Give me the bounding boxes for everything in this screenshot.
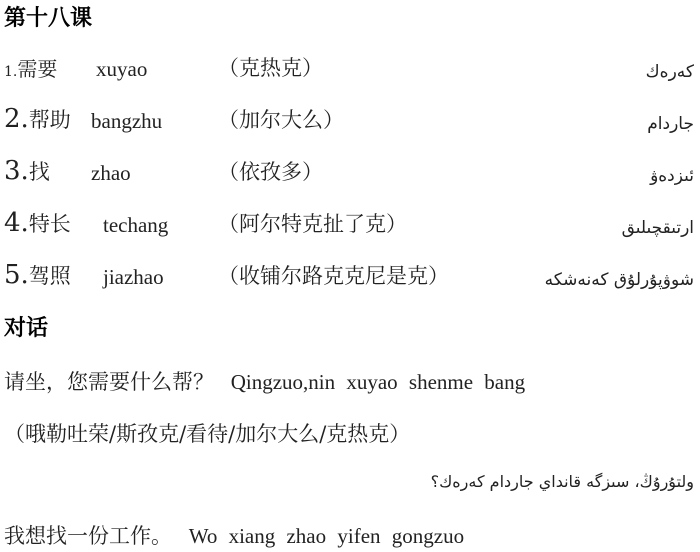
dialogue-line-4-pinyin: Wo xiang zhao yifen gongzuo	[188, 524, 465, 548]
vocab-pinyin: bangzhu	[91, 109, 163, 133]
vocab-transliteration: （加尔大么）	[218, 108, 344, 132]
dialogue-title: 对话	[4, 316, 49, 341]
vocab-number: 4.	[4, 208, 29, 238]
vocab-transliteration: （依孜多）	[218, 160, 323, 184]
vocab-number-word	[4, 156, 50, 186]
vocab-pinyin: xuyao	[96, 57, 148, 81]
dialogue-line-1-chinese: 请坐，您需要什么帮？	[4, 370, 214, 394]
vocab-word: 帮助	[28, 108, 71, 132]
vocab-row-3	[0, 152, 700, 192]
vocab-row-2	[0, 100, 700, 140]
vocab-uyghur: جاردام	[647, 114, 694, 134]
vocab-number-word	[4, 260, 71, 290]
vocab-number: 2.	[4, 104, 29, 134]
vocab-word: 找	[28, 160, 50, 184]
dialogue-line-1	[4, 366, 525, 396]
vocab-number-word	[4, 104, 71, 134]
dialogue-line-4	[4, 520, 464, 550]
vocab-uyghur: شوۋپۇرلۇق كەنەشكە	[544, 270, 694, 290]
vocab-transliteration: （收铺尔路克克尼是克）	[218, 264, 449, 288]
vocab-number: 5.	[4, 260, 29, 290]
vocab-row-4	[0, 204, 700, 244]
vocab-uyghur: كەرەك	[645, 62, 694, 82]
dialogue-line-4-chinese: 我想找一份工作。	[4, 524, 172, 548]
vocab-row-1	[0, 48, 700, 88]
vocab-word: 需要	[17, 57, 58, 81]
vocab-number-word	[4, 53, 57, 82]
vocab-uyghur: ارتىقچىلىق	[621, 218, 694, 238]
vocab-transliteration: （阿尔特克扯了克）	[218, 212, 407, 236]
dialogue-line-3-uyghur: ولتۇرۇڭ، سىزگە قانداي جاردام كەرەك؟	[430, 472, 694, 491]
vocab-uyghur: ئىزدەۋ	[650, 166, 694, 186]
vocab-number: 1.	[4, 64, 18, 80]
vocab-word: 驾照	[28, 264, 71, 288]
dialogue-line-2-transliteration: （哦勒吐荣/斯孜克/看待/加尔大么/克热克）	[4, 422, 411, 446]
vocab-number-word	[4, 208, 71, 238]
dialogue-line-1-pinyin: Qingzuo,nin xuyao shenme bang	[230, 370, 526, 394]
vocab-transliteration: （克热克）	[218, 56, 323, 80]
vocab-pinyin: zhao	[91, 161, 131, 185]
vocab-number: 3.	[4, 156, 29, 186]
vocab-word: 特长	[28, 212, 71, 236]
vocab-pinyin: jiazhao	[103, 265, 164, 289]
lesson-title: 第十八课	[4, 6, 93, 31]
vocab-pinyin: techang	[103, 213, 169, 237]
vocab-row-5	[0, 256, 700, 296]
